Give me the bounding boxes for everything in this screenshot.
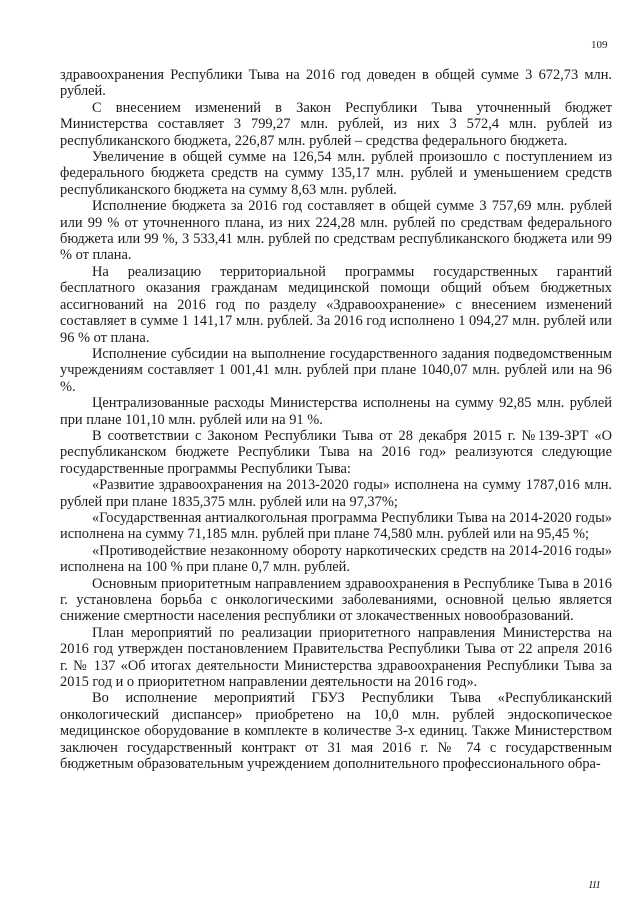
handwritten-page-mark: 111: [588, 879, 600, 891]
paragraph: На реализацию территориальной программы государственных гарантий бесплатного оказания гражданам медицинской помощи общий объем бюджетных ассигнований на 2016 год по разделу «Здравоохранение» с внесением изменений составляет в сумме 1 141,17 млн. рублей. За 2016 год исполнено 1 094,27 млн. рублей или 96 % от плана.: [60, 263, 612, 346]
page-number: 109: [591, 39, 608, 51]
paragraph: Увеличение в общей сумме на 126,54 млн. рублей произошло с поступлением из федерального бюджета средств на сумму 135,17 млн. рублей и уменьшением средств республиканского бюджета на сумму 8,63 млн. рублей.: [60, 149, 612, 198]
paragraph: В соответствии с Законом Республики Тыва от 28 декабря 2015 г. №139-ЗРТ «О республиканском бюджете Республики Тыва на 2016 год» реализуются следующие государственные программы Республики Тыва:: [60, 427, 612, 477]
paragraph: Исполнение субсидии на выполнение государственного задания подведомственным учреждениям составляет 1 001,41 млн. рублей при плане 1040,07 млн. рублей или на 96 %.: [60, 345, 612, 395]
paragraph: Во исполнение мероприятий ГБУЗ Республики Тыва «Республиканский онкологический диспансер» приобретено на 10,0 млн. рублей эндоскопическое медицинское оборудование в комплекте в количестве 3-х единиц. Также Министерством заключен государственный контракт от 31 мая 2016 г. № 74 с государственным бюджетным образовательным учреждением дополнительного профессионального обра-: [60, 690, 612, 773]
paragraph: здравоохранения Республики Тыва на 2016 год доведен в общей сумме 3 672,73 млн. рублей.: [60, 67, 612, 100]
paragraph: «Развитие здравоохранения на 2013-2020 годы» исполнена на сумму 1787,016 млн. рублей при плане 1835,375 млн. рублей или на 97,37%;: [60, 477, 612, 510]
paragraph: С внесением изменений в Закон Республики Тыва уточненный бюджет Министерства составляет 3 799,27 млн. рублей, из них 3 572,4 млн. рублей из республиканского бюджета, 226,87 млн. рублей – средства федерального бюджета.: [60, 99, 612, 149]
paragraph: Основным приоритетным направлением здравоохранения в Республике Тыва в 2016 г. установлена борьба с онкологическими заболеваниями, основной целью является снижение смертности населения республики от злокачественных новообразований.: [60, 575, 612, 625]
body-text: [60, 67, 612, 772]
paragraph: Централизованные расходы Министерства исполнены на сумму 92,85 млн. рублей при плане 101,10 млн. рублей или на 91 %.: [60, 395, 612, 428]
paragraph: «Государственная антиалкогольная программа Республики Тыва на 2014-2020 годы» исполнена на сумму 71,185 млн. рублей при плане 74,580 млн. рублей или на 95,45 %;: [60, 509, 612, 543]
paragraph: План мероприятий по реализации приоритетного направления Министерства на 2016 год утвержден постановлением Правительства Республики Тыва от 22 апреля 2016 г. № 137 «Об итогах деятельности Министерства здравоохранения Республики Тыва за 2015 год и о приоритетном направлении деятельности на 2016 год».: [60, 624, 612, 691]
paragraph: Исполнение бюджета за 2016 год составляет в общей сумме 3 757,69 млн. рублей или 99 % от уточненного плана, из них 224,28 млн. рублей по средствам федерального бюджета или 99 %, 3 533,41 млн. рублей по средствам республиканского бюджета или 99 % от плана.: [60, 198, 612, 264]
paragraph: «Противодействие незаконному обороту наркотических средств на 2014-2016 годы» исполнена на 100 % при плане 0,7 млн. рублей.: [60, 542, 612, 576]
